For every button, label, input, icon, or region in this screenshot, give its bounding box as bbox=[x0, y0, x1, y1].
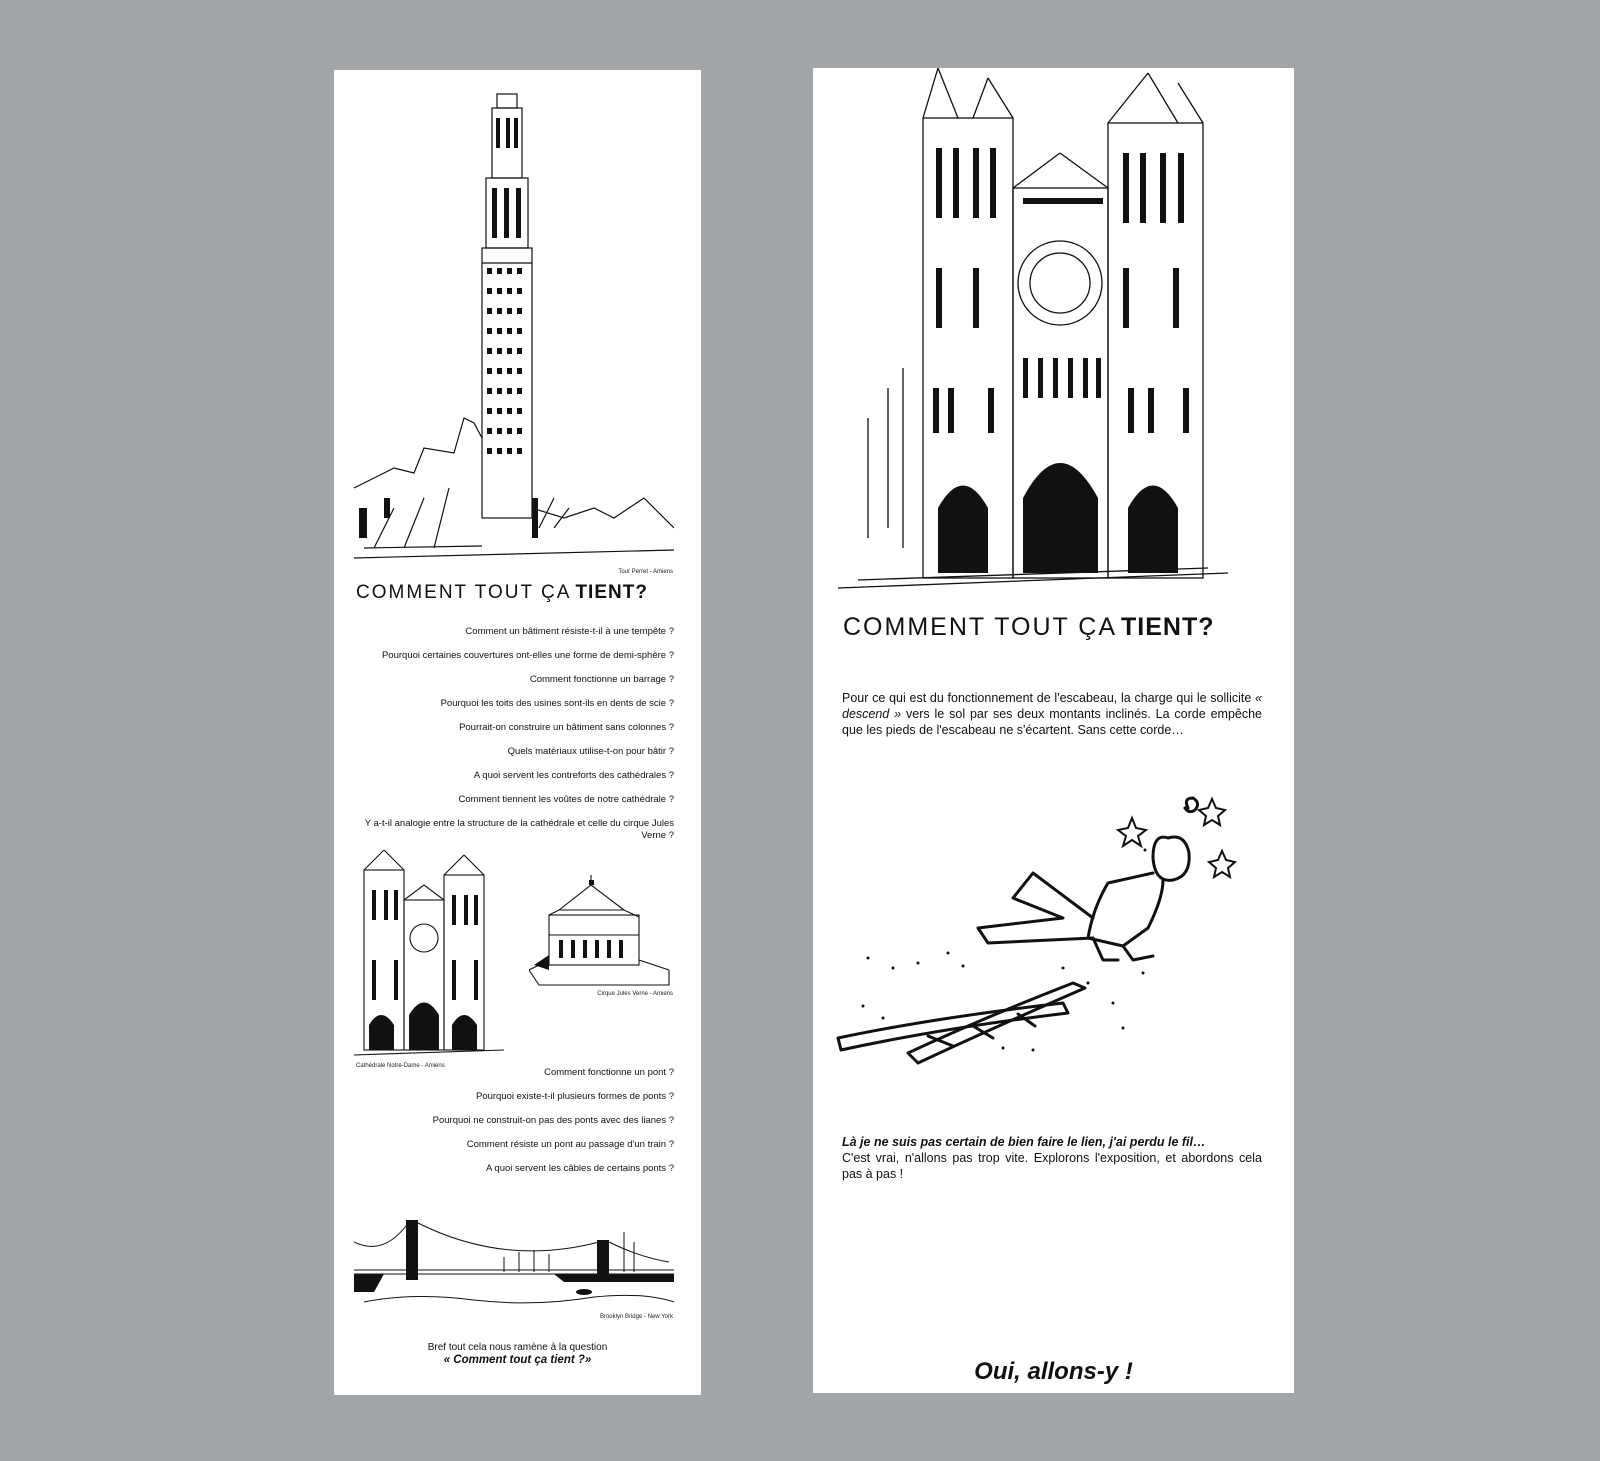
tower-caption: Tour Perret - Amiens bbox=[618, 569, 673, 575]
question-item: Pourrait-on construire un bâtiment sans colonnes ? bbox=[459, 722, 674, 733]
right-panel bbox=[813, 68, 1294, 1393]
question-list-buildings bbox=[344, 626, 674, 854]
headline-bold: TIENT? bbox=[575, 582, 648, 603]
question-item: Comment fonctionne un barrage ? bbox=[529, 674, 674, 685]
question-item: Comment résiste un pont au passage d'un train ? bbox=[466, 1139, 674, 1150]
dialogue-block bbox=[842, 1134, 1262, 1182]
brooklyn-bridge-illustration bbox=[354, 1212, 674, 1312]
para-text: Pour ce qui est du fonctionnement de l'escabeau, la charge qui le sollicite bbox=[842, 691, 1256, 705]
question-item: Pourquoi certaines couvertures ont-elles une forme de demi-sphère ? bbox=[381, 650, 674, 661]
cathedral-large-illustration bbox=[828, 68, 1228, 598]
headline-prefix: COMMENT TOUT ÇA bbox=[356, 582, 572, 603]
tour-perret-illustration bbox=[354, 88, 674, 568]
headline-right bbox=[843, 613, 1215, 642]
para-text: vers le sol par ses deux montants inclinés. La corde empêche que les pieds de l'escabeau ne s'écartent. Sans cette corde… bbox=[842, 707, 1262, 737]
headline-bold: TIENT? bbox=[1121, 613, 1215, 641]
dialogue-answer: C'est vrai, n'allons pas trop vite. Explorons l'exposition, et abordons cela pas à pas ! bbox=[842, 1151, 1262, 1181]
dialogue-question: Là je ne suis pas certain de bien faire le lien, j'ai perdu le fil… bbox=[842, 1135, 1206, 1149]
cirque-caption: Cirque Jules Verne - Amiens bbox=[597, 991, 673, 997]
ladder-explanation bbox=[842, 690, 1262, 738]
question-item: Comment tiennent les voûtes de notre cathédrale ? bbox=[458, 794, 674, 805]
cathedral-small-illustration bbox=[354, 850, 504, 1060]
question-list-bridges bbox=[374, 1067, 674, 1187]
left-panel bbox=[334, 70, 701, 1395]
question-item: A quoi servent les câbles de certains ponts ? bbox=[485, 1163, 674, 1174]
outro-line: Bref tout cela nous ramène à la question bbox=[427, 1342, 608, 1353]
fallen-man-ladder-illustration bbox=[823, 788, 1263, 1078]
question-item: Pourquoi les toits des usines sont-ils en dents de scie ? bbox=[440, 698, 674, 709]
question-item: Y a-t-il analogie entre la structure de la cathédrale et celle du cirque Jules Verne ? bbox=[364, 818, 674, 841]
para-emphasis: « descend » bbox=[842, 691, 1262, 721]
outro-question: « Comment tout ça tient ?» bbox=[443, 1354, 592, 1366]
headline-prefix: COMMENT TOUT ÇA bbox=[843, 613, 1118, 641]
question-item: Pourquoi existe-t-il plusieurs formes de ponts ? bbox=[475, 1091, 674, 1102]
question-item: A quoi servent les contreforts des cathédrales ? bbox=[473, 770, 674, 781]
question-item: Comment un bâtiment résiste-t-il à une tempête ? bbox=[465, 626, 674, 637]
cirque-illustration bbox=[529, 875, 674, 990]
question-item: Quels matériaux utilise-t-on pour bâtir ? bbox=[507, 746, 674, 757]
headline-left bbox=[356, 582, 648, 604]
left-outro bbox=[334, 1341, 701, 1367]
bridge-caption: Brooklyn Bridge - New York bbox=[599, 1314, 673, 1320]
cathedral-caption: Cathédrale Notre-Dame - Amiens bbox=[356, 1063, 445, 1069]
call-to-action: Oui, allons-y ! bbox=[974, 1358, 1133, 1385]
question-item: Comment fonctionne un pont ? bbox=[544, 1067, 674, 1078]
question-item: Pourquoi ne construit-on pas des ponts avec des lianes ? bbox=[432, 1115, 674, 1126]
